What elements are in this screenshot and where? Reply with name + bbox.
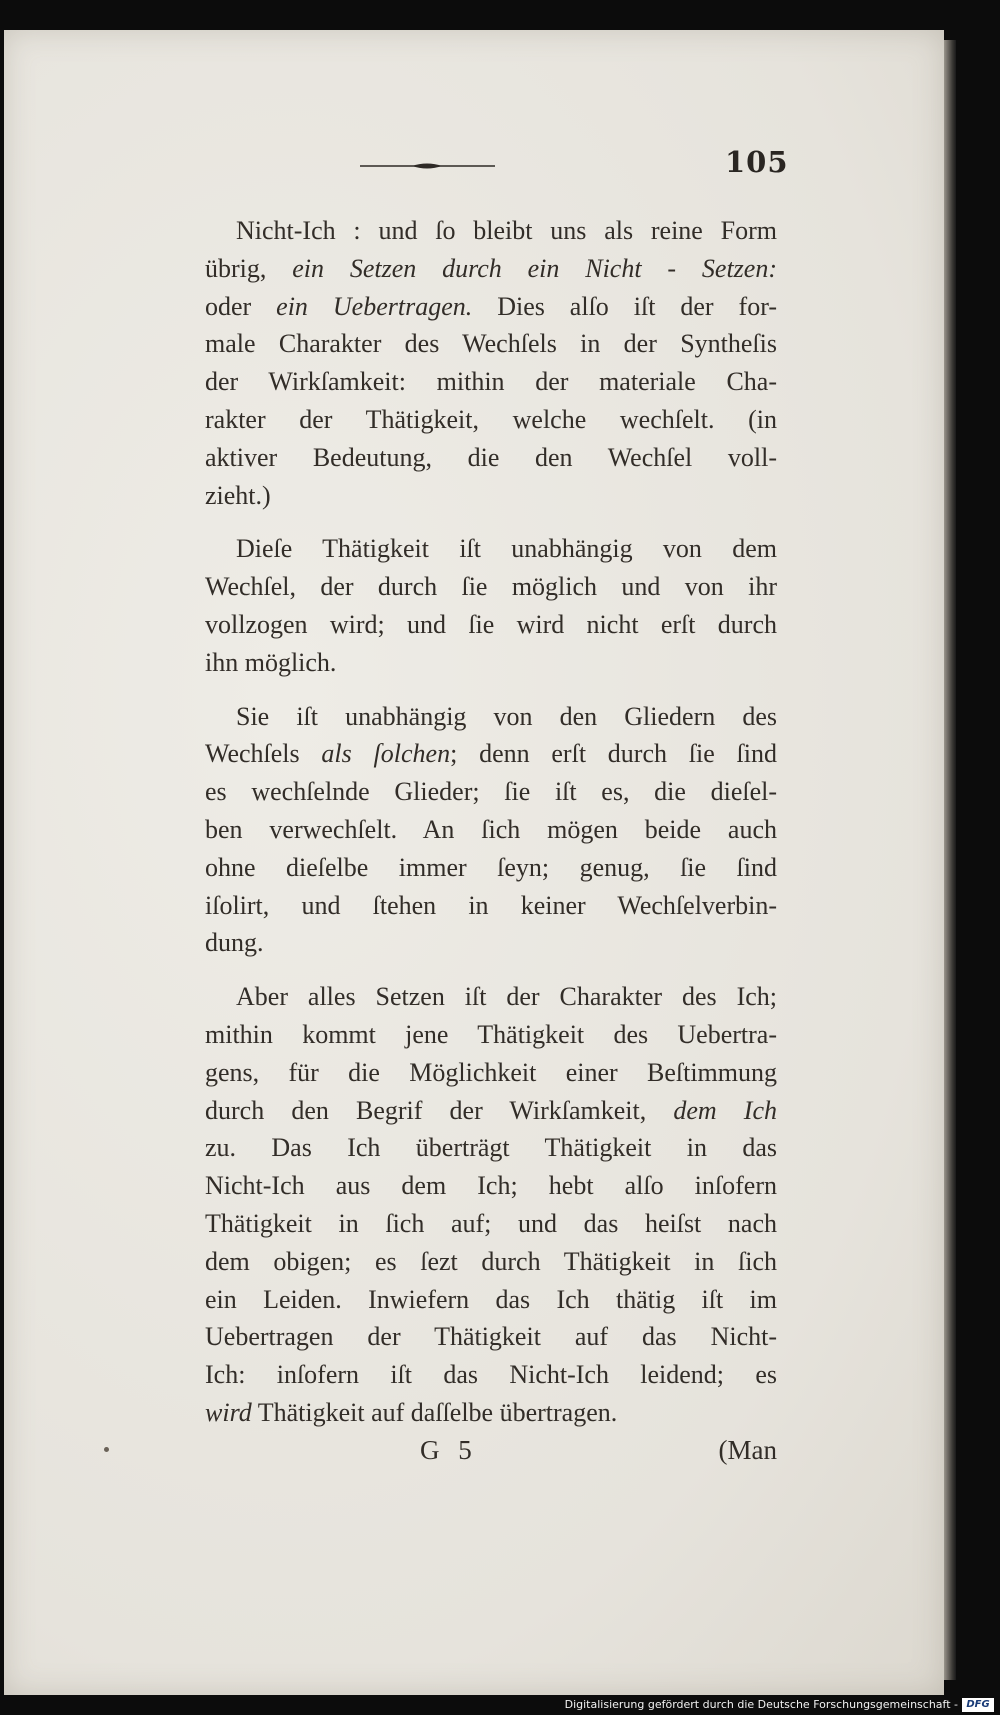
text-line bbox=[205, 1243, 777, 1281]
text-run: dem obigen; es ſezt durch Thätigkeit in ſich bbox=[205, 1246, 777, 1276]
text-line bbox=[205, 325, 777, 363]
text-line bbox=[205, 1054, 777, 1092]
text-line bbox=[205, 1394, 777, 1432]
text-line bbox=[205, 212, 777, 250]
text-line bbox=[205, 1129, 777, 1167]
page-footer bbox=[205, 1435, 777, 1475]
text-run: es wechſelnde Glieder; ſie iſt es, die dieſel- bbox=[205, 777, 777, 807]
text-run: gens, für die Möglichkeit einer Beſtimmung bbox=[205, 1057, 777, 1087]
text-run: Thätigkeit auf daſſelbe übertragen. bbox=[251, 1397, 618, 1427]
text-run: ohne dieſelbe immer ſeyn; genug, ſie ſind bbox=[205, 852, 777, 882]
text-run: ; denn erſt durch ſie ſind bbox=[450, 739, 777, 769]
text-run: male Charakter des Wechſels in der Syntheſis bbox=[205, 329, 777, 359]
text-line bbox=[205, 1016, 777, 1054]
text-run: oder bbox=[205, 291, 277, 321]
text-line bbox=[205, 1167, 777, 1205]
text-run: Uebertragen der Thätigkeit auf das Nicht- bbox=[205, 1322, 777, 1352]
paragraph bbox=[205, 978, 777, 1432]
paragraph bbox=[205, 530, 777, 681]
text-line bbox=[205, 887, 777, 925]
text-run: Dieſe Thätigkeit iſt unabhängig von dem bbox=[236, 534, 777, 564]
body-text bbox=[205, 212, 777, 1432]
text-run: Dies alſo iſt der for- bbox=[472, 291, 777, 321]
text-line bbox=[205, 1205, 777, 1243]
page-number: 105 bbox=[725, 145, 789, 179]
italic-text: dem Ich bbox=[673, 1095, 777, 1125]
text-run: durch den Begrif der Wirkſamkeit, bbox=[205, 1095, 674, 1125]
text-run: zieht.) bbox=[205, 480, 271, 510]
text-line bbox=[205, 698, 777, 736]
text-line bbox=[205, 363, 777, 401]
italic-text: als ſolchen bbox=[321, 739, 451, 769]
paragraph bbox=[205, 698, 777, 963]
signature-mark: G 5 bbox=[420, 1435, 478, 1465]
text-run: übrig, bbox=[205, 253, 293, 283]
text-run: iſolirt, und ſtehen in keiner Wechſelverbin- bbox=[205, 890, 777, 920]
text-line bbox=[205, 288, 777, 326]
text-line bbox=[205, 250, 777, 288]
text-line bbox=[205, 773, 777, 811]
text-run: rakter der Thätigkeit, welche wechſelt. (in bbox=[205, 404, 777, 434]
text-run: aktiver Bedeutung, die den Wechſel voll- bbox=[205, 442, 777, 472]
text-run: dung. bbox=[205, 928, 264, 958]
text-line bbox=[205, 735, 777, 773]
text-line bbox=[205, 1356, 777, 1394]
text-line bbox=[205, 568, 777, 606]
text-line bbox=[205, 401, 777, 439]
text-run: ben verwechſelt. An ſich mögen beide auch bbox=[205, 814, 777, 844]
italic-text: ein Setzen durch ein Nicht - Setzen: bbox=[292, 253, 777, 283]
text-run: Wechſel, der durch ſie möglich und von ihr bbox=[205, 572, 777, 602]
text-line bbox=[205, 530, 777, 568]
text-line bbox=[205, 978, 777, 1016]
text-line bbox=[205, 924, 777, 962]
text-run: vollzogen wird; und ſie wird nicht erſt durch bbox=[205, 609, 777, 639]
dfg-logo: DFG bbox=[962, 1698, 994, 1712]
text-line bbox=[205, 439, 777, 477]
text-run: Thätigkeit in ſich auf; und das heiſst nach bbox=[205, 1208, 777, 1238]
text-line bbox=[205, 1281, 777, 1319]
italic-text: ein Uebertragen. bbox=[276, 291, 473, 321]
text-run: ihn möglich. bbox=[205, 647, 337, 677]
text-run: Nicht-Ich aus dem Ich; hebt alſo inſofern bbox=[205, 1171, 777, 1201]
text-run: Nicht-Ich : und ſo bleibt uns als reine Form bbox=[236, 216, 777, 245]
text-run: Ich: inſofern iſt das Nicht-Ich leidend; es bbox=[205, 1360, 777, 1390]
text-line bbox=[205, 811, 777, 849]
text-line bbox=[205, 1318, 777, 1356]
text-run: zu. Das Ich überträgt Thätigkeit in das bbox=[205, 1133, 777, 1163]
catchword: (Man bbox=[718, 1435, 777, 1465]
text-run: der Wirkſamkeit: mithin der materiale Cha- bbox=[205, 367, 777, 397]
text-line bbox=[205, 477, 777, 515]
text-line bbox=[205, 849, 777, 887]
text-line bbox=[205, 606, 777, 644]
paper-speck bbox=[104, 1447, 109, 1452]
italic-text: wird bbox=[205, 1397, 252, 1427]
header-ornament-rule bbox=[360, 160, 495, 172]
book-spine-edge bbox=[944, 40, 956, 1680]
text-line bbox=[205, 644, 777, 682]
text-run: mithin kommt jene Thätigkeit des Uebertra- bbox=[205, 1019, 777, 1049]
digitization-credit: Digitalisierung gefördert durch die Deutsche Forschungsgemeinschaft - bbox=[564, 1698, 958, 1711]
text-line bbox=[205, 1092, 777, 1130]
text-run: ein Leiden. Inwiefern das Ich thätig iſt im bbox=[205, 1284, 777, 1314]
text-run: Wechſels bbox=[205, 739, 322, 769]
text-run: Sie iſt unabhängig von den Gliedern des bbox=[236, 701, 777, 731]
text-run: Aber alles Setzen iſt der Charakter des Ich; bbox=[236, 982, 777, 1012]
paragraph bbox=[205, 212, 777, 514]
